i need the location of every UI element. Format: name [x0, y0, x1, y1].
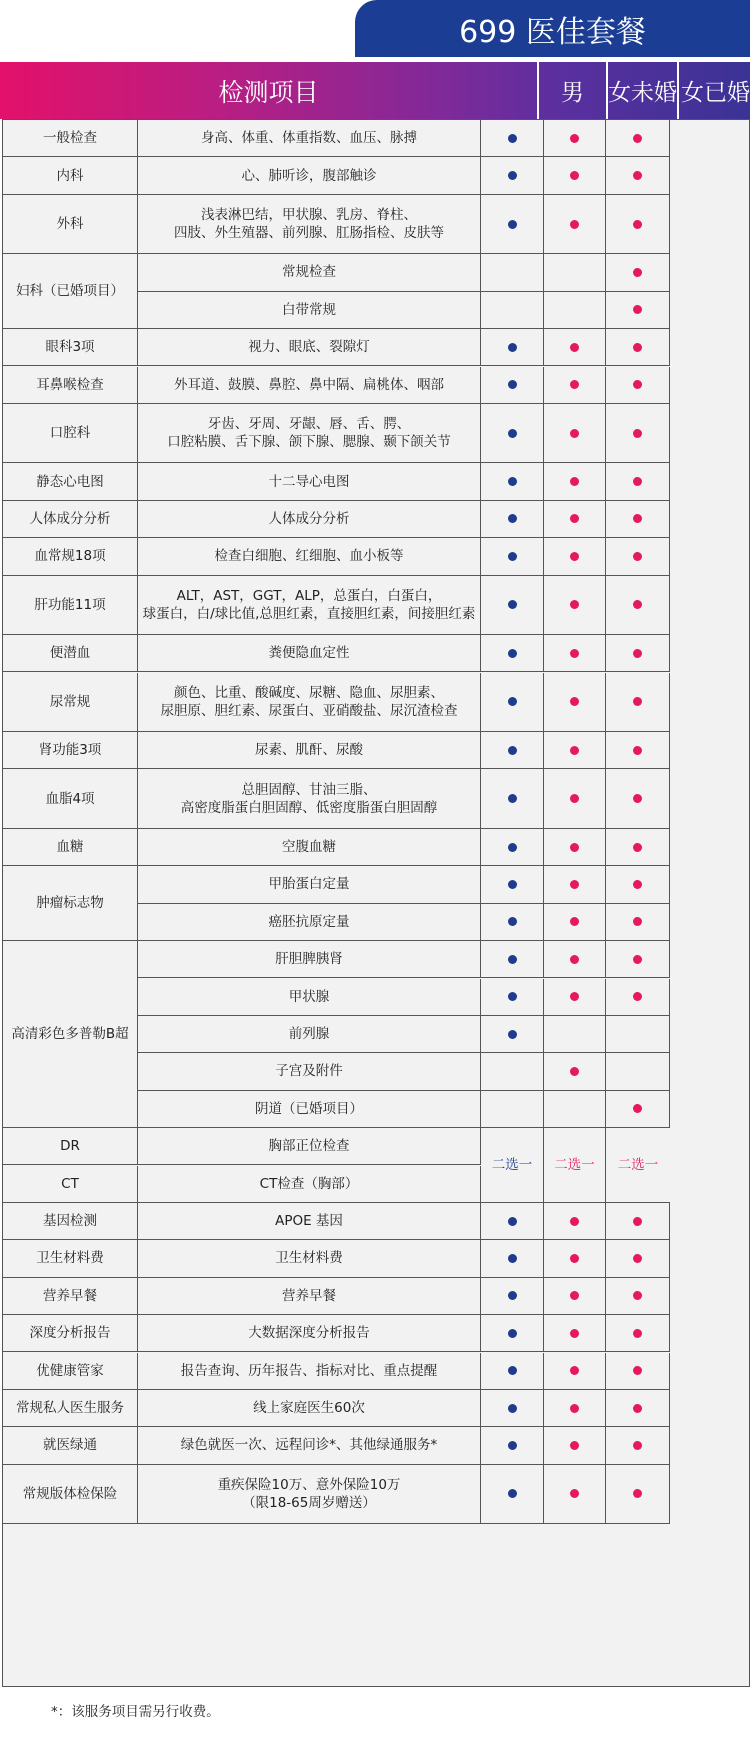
- exam-detail-line: 报告查询、历年报告、指标对比、重点提醒: [180, 1362, 438, 1379]
- included-marker: [633, 1404, 642, 1413]
- included-marker: [633, 955, 642, 964]
- header-female-unmarried: 女未婚: [606, 62, 677, 119]
- female-unmarried-cell: [544, 463, 606, 500]
- female-married-cell: [606, 292, 670, 329]
- female-unmarried-cell: [544, 292, 606, 329]
- female-married-cell: [606, 769, 670, 829]
- exam-detail-line: 颜色、比重、酸碱度、尿糖、隐血、尿胆素、: [174, 684, 444, 701]
- female-married-cell: [606, 1203, 670, 1240]
- exam-category: 基因检测: [3, 1203, 138, 1240]
- included-marker: [570, 1404, 579, 1413]
- included-marker: [633, 268, 642, 277]
- included-marker: [570, 1067, 579, 1076]
- female-married-choice-cell: [606, 1128, 670, 1203]
- female-married-cell: [606, 329, 670, 366]
- female-married-cell: [606, 501, 670, 538]
- included-marker: [570, 1291, 579, 1300]
- exam-detail-line: 四肢、外生殖器、前列腺、肛肠指检、皮肤等: [174, 225, 444, 242]
- included-marker: [508, 1329, 517, 1338]
- female-unmarried-cell: [544, 1390, 606, 1427]
- female-married-cell: [606, 404, 670, 464]
- exam-detail-line: 浅表淋巴结，甲状腺、乳房、脊柱、: [201, 207, 417, 224]
- female-married-cell: [606, 1240, 670, 1277]
- male-cell: [481, 1203, 544, 1240]
- included-marker: [570, 1254, 579, 1263]
- exam-detail: [138, 463, 481, 500]
- included-marker: [570, 1441, 579, 1450]
- female-unmarried-cell: [544, 195, 606, 255]
- included-marker: [508, 220, 517, 229]
- male-cell: [481, 979, 544, 1016]
- included-marker: [508, 1291, 517, 1300]
- included-marker: [570, 477, 579, 486]
- included-marker: [508, 343, 517, 352]
- exam-detail: [138, 538, 481, 575]
- male-cell: [481, 367, 544, 404]
- male-cell: [481, 1016, 544, 1053]
- included-marker: [633, 552, 642, 561]
- female-unmarried-cell: [544, 732, 606, 769]
- male-cell: [481, 1353, 544, 1390]
- exam-detail-line: （限18-65周岁赠送）: [242, 1494, 376, 1511]
- exam-category: 眼科3项: [3, 329, 138, 366]
- included-marker: [570, 171, 579, 180]
- header-item: 检测项目: [218, 77, 319, 107]
- female-unmarried-cell: [544, 1240, 606, 1277]
- exam-detail: [138, 501, 481, 538]
- male-cell: [481, 1278, 544, 1315]
- included-marker: [633, 220, 642, 229]
- exam-detail: [138, 1166, 481, 1203]
- male-cell: [481, 157, 544, 194]
- exam-detail: [138, 329, 481, 366]
- exam-category: 就医绿通: [3, 1427, 138, 1464]
- male-cell: [481, 576, 544, 636]
- included-marker: [570, 843, 579, 852]
- exam-category: 卫生材料费: [3, 1240, 138, 1277]
- included-marker: [570, 1217, 579, 1226]
- exam-category: 肾功能3项: [3, 732, 138, 769]
- female-married-cell: [606, 195, 670, 255]
- female-married-cell: [606, 866, 670, 903]
- included-marker: [633, 1441, 642, 1450]
- included-marker: [570, 1489, 579, 1498]
- exam-detail-line: 粪便隐血定性: [268, 645, 350, 662]
- included-marker: [570, 794, 579, 803]
- female-married-cell: [606, 941, 670, 978]
- included-marker: [633, 477, 642, 486]
- male-cell: [481, 941, 544, 978]
- exam-category: 口腔科: [3, 404, 138, 464]
- included-marker: [633, 746, 642, 755]
- exam-category: 常规私人医生服务: [3, 1390, 138, 1427]
- exam-detail: [138, 367, 481, 404]
- exam-detail-line: 白带常规: [282, 301, 336, 318]
- exam-category: 便潜血: [3, 635, 138, 672]
- exam-detail: [138, 1053, 481, 1090]
- exam-detail-line: 牙齿、牙周、牙龈、唇、舌、腭、: [207, 416, 411, 433]
- female-married-cell: [606, 254, 670, 291]
- included-marker: [508, 1217, 517, 1226]
- exam-detail-line: 球蛋白，白/球比值,总胆红素，直接胆红素，间接胆红素: [142, 605, 476, 622]
- included-marker: [508, 1254, 517, 1263]
- exam-category: CT: [3, 1166, 138, 1203]
- female-married-cell: [606, 1091, 670, 1128]
- header-female-married: 女已婚: [677, 62, 750, 119]
- included-marker: [570, 697, 579, 706]
- exam-detail-line: 常规检查: [282, 264, 336, 281]
- female-unmarried-cell: [544, 1278, 606, 1315]
- exam-detail-line: 甲胎蛋白定量: [268, 876, 350, 893]
- exam-table: [2, 119, 750, 1720]
- exam-category: 血常规18项: [3, 538, 138, 575]
- included-marker: [633, 843, 642, 852]
- included-marker: [508, 880, 517, 889]
- included-marker: [508, 697, 517, 706]
- female-married-cell: [606, 157, 670, 194]
- exam-detail: [138, 866, 481, 903]
- female-married-cell: [606, 1353, 670, 1390]
- exam-category: 肿瘤标志物: [3, 866, 138, 941]
- exam-detail-line: 甲状腺: [288, 988, 330, 1005]
- choose-one-label: 二选一: [491, 1156, 533, 1173]
- exam-category: 肝功能11项: [3, 576, 138, 636]
- exam-category: 一般检查: [3, 120, 138, 157]
- exam-detail-line: 癌胚抗原定量: [268, 913, 350, 930]
- exam-detail-line: 线上家庭医生60次: [253, 1400, 365, 1417]
- included-marker: [633, 992, 642, 1001]
- exam-category: 营养早餐: [3, 1278, 138, 1315]
- exam-detail-line: 空腹血糖: [282, 839, 336, 856]
- female-unmarried-cell: [544, 404, 606, 464]
- male-cell: [481, 732, 544, 769]
- female-unmarried-cell: [544, 1091, 606, 1128]
- exam-detail: [138, 829, 481, 866]
- included-marker: [633, 600, 642, 609]
- exam-detail-line: 重疾保险10万、意外保险10万: [217, 1476, 401, 1493]
- exam-detail: [138, 1465, 481, 1525]
- male-cell: [481, 195, 544, 255]
- female-unmarried-cell: [544, 1315, 606, 1352]
- header-male: 男: [537, 62, 606, 119]
- female-married-cell: [606, 1427, 670, 1464]
- included-marker: [508, 600, 517, 609]
- choose-one-label: 二选一: [554, 1156, 595, 1173]
- female-unmarried-cell: [544, 120, 606, 157]
- exam-detail-line: 口腔粘膜、舌下腺、颌下腺、腮腺、颞下颌关节: [167, 434, 451, 451]
- female-married-cell: [606, 463, 670, 500]
- included-marker: [633, 1217, 642, 1226]
- female-unmarried-cell: [544, 1465, 606, 1525]
- included-marker: [633, 1366, 642, 1375]
- included-marker: [508, 1441, 517, 1450]
- included-marker: [508, 917, 517, 926]
- exam-category: 高清彩色多普勒B超: [3, 941, 138, 1128]
- exam-category: 尿常规: [3, 673, 138, 733]
- exam-detail: [138, 1240, 481, 1277]
- male-cell: [481, 769, 544, 829]
- included-marker: [570, 380, 579, 389]
- male-choice-cell: [481, 1128, 544, 1203]
- included-marker: [508, 794, 517, 803]
- included-marker: [570, 917, 579, 926]
- exam-category: 血脂4项: [3, 769, 138, 829]
- included-marker: [570, 649, 579, 658]
- female-married-cell: [606, 1315, 670, 1352]
- male-cell: [481, 635, 544, 672]
- included-marker: [570, 429, 579, 438]
- included-marker: [508, 1030, 517, 1039]
- included-marker: [508, 746, 517, 755]
- exam-detail: [138, 1315, 481, 1352]
- male-cell: [481, 538, 544, 575]
- exam-detail-line: 营养早餐: [282, 1287, 336, 1304]
- male-cell: [481, 829, 544, 866]
- included-marker: [508, 134, 517, 143]
- included-marker: [633, 880, 642, 889]
- included-marker: [570, 600, 579, 609]
- exam-detail-line: 卫生材料费: [275, 1250, 343, 1267]
- female-married-cell: [606, 635, 670, 672]
- included-marker: [570, 343, 579, 352]
- included-marker: [508, 649, 517, 658]
- exam-detail-line: 尿胆原、胆红素、尿蛋白、亚硝酸盐、尿沉渣检查: [160, 702, 458, 719]
- included-marker: [570, 992, 579, 1001]
- exam-category: 内科: [3, 157, 138, 194]
- exam-detail-line: 人体成分分析: [268, 510, 350, 527]
- exam-category: 人体成分分析: [3, 501, 138, 538]
- female-unmarried-cell: [544, 673, 606, 733]
- exam-detail-line: 十二导心电图: [268, 473, 350, 490]
- female-unmarried-cell: [544, 576, 606, 636]
- male-cell: [481, 292, 544, 329]
- exam-category: 妇科（已婚项目）: [3, 254, 138, 329]
- exam-detail-line: 总胆固醇、甘油三脂、: [241, 781, 377, 798]
- included-marker: [633, 1489, 642, 1498]
- female-unmarried-cell: [544, 635, 606, 672]
- exam-detail: [138, 292, 481, 329]
- female-unmarried-cell: [544, 367, 606, 404]
- exam-category: 耳鼻喉检查: [3, 367, 138, 404]
- footnote: *：该服务项目需另行收费。: [3, 1686, 749, 1733]
- exam-detail: [138, 1353, 481, 1390]
- male-cell: [481, 501, 544, 538]
- female-married-cell: [606, 1390, 670, 1427]
- exam-detail: [138, 673, 481, 733]
- female-unmarried-cell: [544, 941, 606, 978]
- included-marker: [633, 171, 642, 180]
- included-marker: [633, 380, 642, 389]
- exam-detail: [138, 635, 481, 672]
- exam-detail: [138, 120, 481, 157]
- female-unmarried-cell: [544, 1353, 606, 1390]
- exam-detail: [138, 254, 481, 291]
- included-marker: [633, 1104, 642, 1113]
- exam-detail: [138, 1091, 481, 1128]
- female-married-cell: [606, 829, 670, 866]
- included-marker: [570, 955, 579, 964]
- female-unmarried-cell: [544, 329, 606, 366]
- included-marker: [633, 514, 642, 523]
- male-cell: [481, 1315, 544, 1352]
- included-marker: [508, 514, 517, 523]
- exam-detail-line: 心、肺听诊，腹部触诊: [241, 167, 377, 184]
- included-marker: [508, 552, 517, 561]
- exam-detail-line: APOE 基因: [275, 1213, 343, 1230]
- female-unmarried-choice-cell: [544, 1128, 606, 1203]
- male-cell: [481, 673, 544, 733]
- female-unmarried-cell: [544, 1016, 606, 1053]
- male-cell: [481, 329, 544, 366]
- exam-detail: [138, 904, 481, 941]
- exam-category: 优健康管家: [3, 1353, 138, 1390]
- included-marker: [508, 477, 517, 486]
- exam-detail: [138, 404, 481, 464]
- exam-detail: [138, 941, 481, 978]
- female-unmarried-cell: [544, 1053, 606, 1090]
- male-cell: [481, 1427, 544, 1464]
- exam-detail-line: 阴道（已婚项目）: [255, 1100, 363, 1117]
- exam-detail: [138, 157, 481, 194]
- exam-detail-line: 检查白细胞、红细胞、血小板等: [214, 548, 404, 565]
- female-unmarried-cell: [544, 538, 606, 575]
- female-unmarried-cell: [544, 829, 606, 866]
- female-unmarried-cell: [544, 979, 606, 1016]
- included-marker: [633, 697, 642, 706]
- included-marker: [570, 552, 579, 561]
- exam-category: 外科: [3, 195, 138, 255]
- female-unmarried-cell: [544, 157, 606, 194]
- included-marker: [570, 1329, 579, 1338]
- exam-detail: [138, 576, 481, 636]
- included-marker: [633, 305, 642, 314]
- female-married-cell: [606, 576, 670, 636]
- exam-detail: [138, 195, 481, 255]
- female-unmarried-cell: [544, 866, 606, 903]
- exam-detail-line: 绿色就医一次、远程问诊*、其他绿通服务*: [180, 1437, 438, 1454]
- included-marker: [633, 134, 642, 143]
- exam-detail: [138, 732, 481, 769]
- exam-category: 深度分析报告: [3, 1315, 138, 1352]
- male-cell: [481, 120, 544, 157]
- exam-detail: [138, 1427, 481, 1464]
- male-cell: [481, 254, 544, 291]
- female-married-cell: [606, 1278, 670, 1315]
- exam-detail-line: 大数据深度分析报告: [248, 1325, 370, 1342]
- female-unmarried-cell: [544, 1427, 606, 1464]
- included-marker: [508, 429, 517, 438]
- male-cell: [481, 1465, 544, 1525]
- female-married-cell: [606, 979, 670, 1016]
- exam-detail: [138, 1278, 481, 1315]
- exam-detail-line: ALT，AST，GGT，ALP，总蛋白，白蛋白，: [176, 587, 442, 604]
- included-marker: [633, 1291, 642, 1300]
- exam-detail: [138, 1016, 481, 1053]
- exam-detail: [138, 1203, 481, 1240]
- male-cell: [481, 1390, 544, 1427]
- female-married-cell: [606, 120, 670, 157]
- male-cell: [481, 866, 544, 903]
- male-cell: [481, 904, 544, 941]
- exam-detail-line: CT检查（胸部）: [259, 1175, 359, 1192]
- exam-detail: [138, 769, 481, 829]
- exam-detail-line: 身高、体重、体重指数、血压、脉搏: [201, 130, 417, 147]
- female-married-cell: [606, 538, 670, 575]
- included-marker: [570, 134, 579, 143]
- exam-category: DR: [3, 1128, 138, 1165]
- female-married-cell: [606, 1016, 670, 1053]
- included-marker: [508, 1366, 517, 1375]
- female-married-cell: [606, 673, 670, 733]
- included-marker: [633, 917, 642, 926]
- exam-category: 血糖: [3, 829, 138, 866]
- included-marker: [508, 380, 517, 389]
- male-cell: [481, 1240, 544, 1277]
- exam-detail-line: 高密度脂蛋白胆固醇、低密度脂蛋白胆固醇: [180, 799, 438, 816]
- female-unmarried-cell: [544, 254, 606, 291]
- table-header: [0, 62, 750, 119]
- included-marker: [633, 343, 642, 352]
- included-marker: [633, 1329, 642, 1338]
- included-marker: [570, 514, 579, 523]
- included-marker: [508, 992, 517, 1001]
- exam-detail-line: 外耳道、鼓膜、鼻腔、鼻中隔、扁桃体、咽部: [174, 376, 444, 393]
- female-married-cell: [606, 1465, 670, 1525]
- included-marker: [570, 880, 579, 889]
- female-unmarried-cell: [544, 1203, 606, 1240]
- included-marker: [570, 1366, 579, 1375]
- male-cell: [481, 463, 544, 500]
- included-marker: [508, 171, 517, 180]
- male-cell: [481, 1091, 544, 1128]
- female-married-cell: [606, 367, 670, 404]
- exam-detail-line: 子宫及附件: [275, 1063, 343, 1080]
- exam-detail-line: 肝胆脾胰肾: [275, 951, 343, 968]
- choose-one-label: 二选一: [617, 1156, 659, 1173]
- female-married-cell: [606, 1053, 670, 1090]
- female-unmarried-cell: [544, 769, 606, 829]
- exam-detail: [138, 1390, 481, 1427]
- exam-detail: [138, 1128, 481, 1165]
- exam-category: 静态心电图: [3, 463, 138, 500]
- included-marker: [633, 649, 642, 658]
- included-marker: [508, 843, 517, 852]
- female-married-cell: [606, 904, 670, 941]
- female-married-cell: [606, 732, 670, 769]
- exam-detail: [138, 979, 481, 1016]
- female-unmarried-cell: [544, 501, 606, 538]
- female-unmarried-cell: [544, 904, 606, 941]
- male-cell: [481, 1053, 544, 1090]
- included-marker: [508, 955, 517, 964]
- exam-detail-line: 视力、眼底、裂隙灯: [248, 339, 370, 356]
- male-cell: [481, 404, 544, 464]
- included-marker: [633, 794, 642, 803]
- included-marker: [508, 1404, 517, 1413]
- exam-detail-line: 胸部正位检查: [268, 1138, 350, 1155]
- included-marker: [633, 1254, 642, 1263]
- included-marker: [570, 746, 579, 755]
- included-marker: [570, 220, 579, 229]
- package-title: 699 医佳套餐: [355, 0, 750, 57]
- included-marker: [508, 1489, 517, 1498]
- exam-detail-line: 尿素、肌酐、尿酸: [255, 742, 363, 759]
- included-marker: [633, 429, 642, 438]
- exam-category: 常规版体检保险: [3, 1465, 138, 1525]
- exam-detail-line: 前列腺: [288, 1026, 330, 1043]
